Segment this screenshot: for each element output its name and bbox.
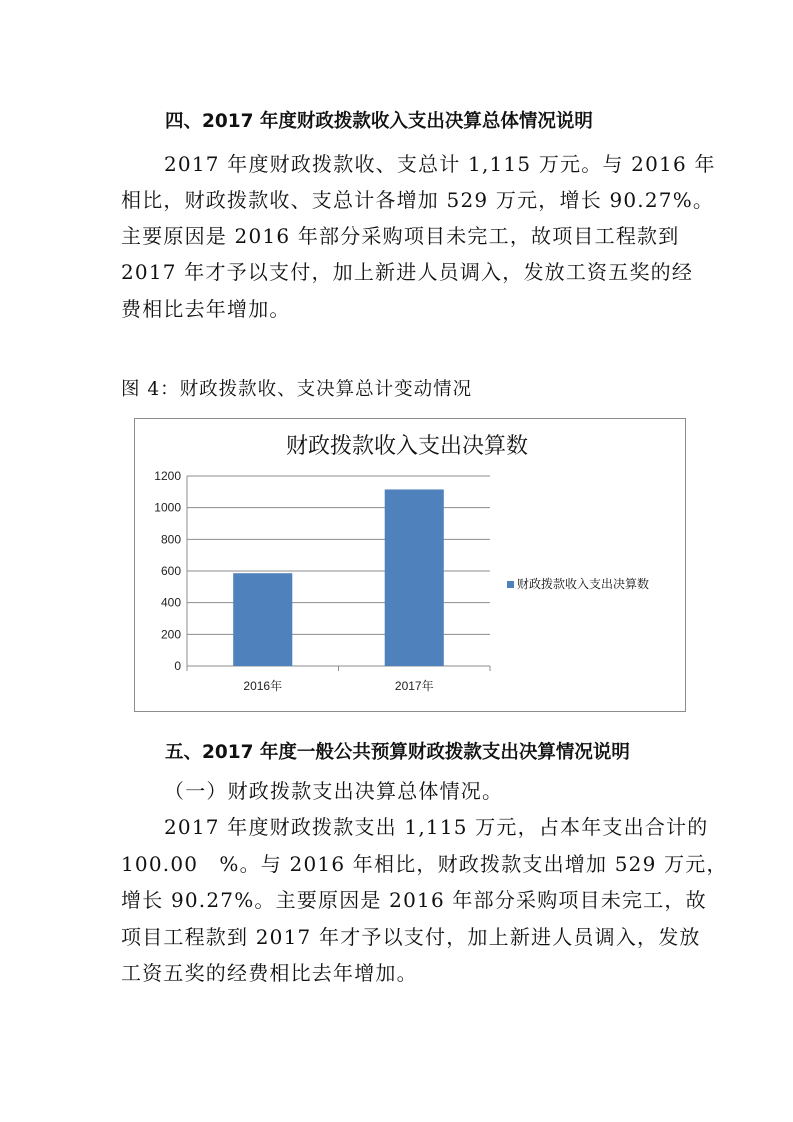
section5-line-3: 增长 90.27%。主要原因是 2016 年部分采购项目未完工，故: [121, 888, 707, 912]
section4-line-1: 2017 年度财政拨款收、支总计 1,115 万元。与 2016 年: [164, 152, 716, 176]
chart-x-axis: [187, 666, 490, 693]
chart-y-axis: [154, 469, 181, 673]
y-tick-label: 400: [160, 595, 181, 610]
bar-2016年: [233, 573, 292, 666]
figure-caption: 图 4：财政拨款收、支决算总计变动情况: [121, 379, 473, 400]
x-tick-label: 2017年: [394, 679, 434, 693]
legend-swatch: [507, 581, 514, 588]
section5-subheading: （一）财政拨款支出决算总体情况。: [164, 779, 504, 803]
chart-bars: [233, 489, 444, 666]
legend-label: 财政拨款收入支出决算数: [517, 577, 650, 591]
section5-heading: 五、2017 年度一般公共预算财政拨款支出决算情况说明: [165, 742, 630, 763]
bar-2017年: [385, 489, 444, 666]
chart-gridlines: [187, 476, 490, 666]
section5-line-2: 100.00 %。与 2016 年相比，财政拨款支出增加 529 万元，: [121, 852, 728, 876]
section5-line-5: 工资五奖的经费相比去年增加。: [121, 961, 418, 985]
y-tick-label: 1000: [154, 500, 181, 515]
bar-chart: [134, 418, 686, 712]
section4-line-3: 主要原因是 2016 年部分采购项目未完工，故项目工程款到: [121, 224, 680, 248]
y-tick-label: 1200: [154, 469, 181, 483]
y-tick-label: 0: [174, 659, 181, 673]
y-tick-label: 600: [160, 564, 181, 578]
section5-line-4: 项目工程款到 2017 年才予以支付，加上新进人员调入，发放: [121, 925, 701, 949]
y-tick-label: 200: [160, 627, 181, 642]
section4-line-4: 2017 年才予以支付，加上新进人员调入，发放工资五奖的经: [121, 260, 694, 284]
chart-legend: [507, 576, 649, 591]
chart-title: 财政拨款收入支出决算数: [285, 434, 529, 459]
chart-svg: [135, 419, 685, 711]
y-tick-label: 800: [160, 532, 181, 547]
x-tick-label: 2016年: [243, 679, 283, 693]
section4-line-2: 相比，财政拨款收、支总计各增加 529 万元，增长 90.27%。: [121, 188, 715, 212]
section5-line-1: 2017 年度财政拨款支出 1,115 万元，占本年支出合计的: [164, 815, 709, 839]
section4-heading: 四、2017 年度财政拨款收入支出决算总体情况说明: [165, 111, 593, 132]
section4-line-5: 费相比去年增加。: [121, 297, 291, 321]
